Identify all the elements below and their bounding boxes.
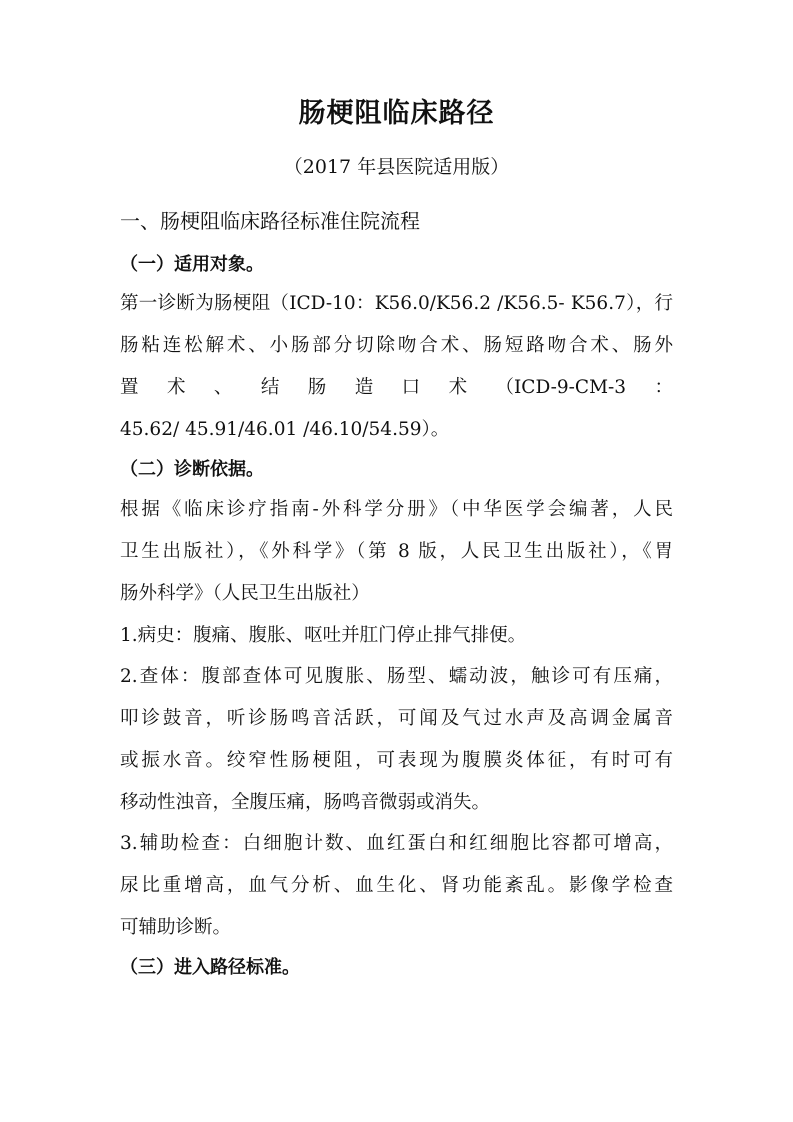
paragraph-line: 叩诊鼓音，听诊肠鸣音活跃，可闻及气过水声及高调金属音 [120,708,673,729]
subsection-heading-diagnosis-basis: （二）诊断依据。 [120,459,264,480]
paragraph-line: 可辅助诊断。 [120,917,232,938]
spread-char: 造 [354,377,374,398]
paragraph-line: 1.病史：腹痛、腹胀、呕吐并肛门停止排气排便。 [120,625,527,646]
paragraph-line: 45.62/ 45.91/46.01 /46.10/54.59）。 [120,419,450,440]
section-heading: 一、肠梗阻临床路径标准住院流程 [120,209,420,233]
spread-char: 、 [213,377,233,398]
spread-char: 肠 [307,377,327,398]
spread-char: 术 [166,377,186,398]
document-subtitle: （2017 年县医院适用版） [283,156,510,178]
document-title: 肠梗阻临床路径 [298,98,495,129]
subsection-heading-applicable-objects: （一）适用对象。 [120,254,264,275]
spread-char: ： [654,377,673,398]
paragraph-line: 卫生出版社），《外科学》（第 8 版，人民卫生出版社），《胃 [120,541,673,562]
paragraph-line: 尿比重增高，血气分析、血生化、肾功能紊乱。影像学检查 [120,875,673,896]
paragraph-line: 2.查体：腹部查体可见腹胀、肠型、蠕动波，触诊可有压痛， [120,666,673,687]
paragraph-line: 第一诊断为肠梗阻（ICD-10：K56.0/K56.2 /K56.5- K56.7），行 [120,293,673,314]
subsection-heading-entry-criteria: （三）进入路径标准。 [120,957,300,978]
paragraph-line: 肠外科学》（人民卫生出版社） [120,583,370,604]
paragraph-line: 3.辅助检查：白细胞计数、血红蛋白和红细胞比容都可增高， [120,833,673,854]
spread-char: 口 [401,377,421,398]
spread-code: （ICD-9-CM-3 [495,377,627,398]
paragraph-line: 根据《临床诊疗指南-外科学分册》（中华医学会编著，人民 [120,499,673,520]
paragraph-line: 或振水音。绞窄性肠梗阻，可表现为腹膜炎体征，有时可有 [120,750,673,771]
paragraph-line-spread [120,373,673,403]
spread-char: 术 [448,377,468,398]
paragraph-line: 移动性浊音，全腹压痛，肠鸣音微弱或消失。 [120,792,491,813]
spread-char: 结 [260,377,280,398]
spread-char: 置 [120,377,139,398]
paragraph-line: 肠粘连松解术、小肠部分切除吻合术、肠短路吻合术、肠外 [120,335,673,356]
